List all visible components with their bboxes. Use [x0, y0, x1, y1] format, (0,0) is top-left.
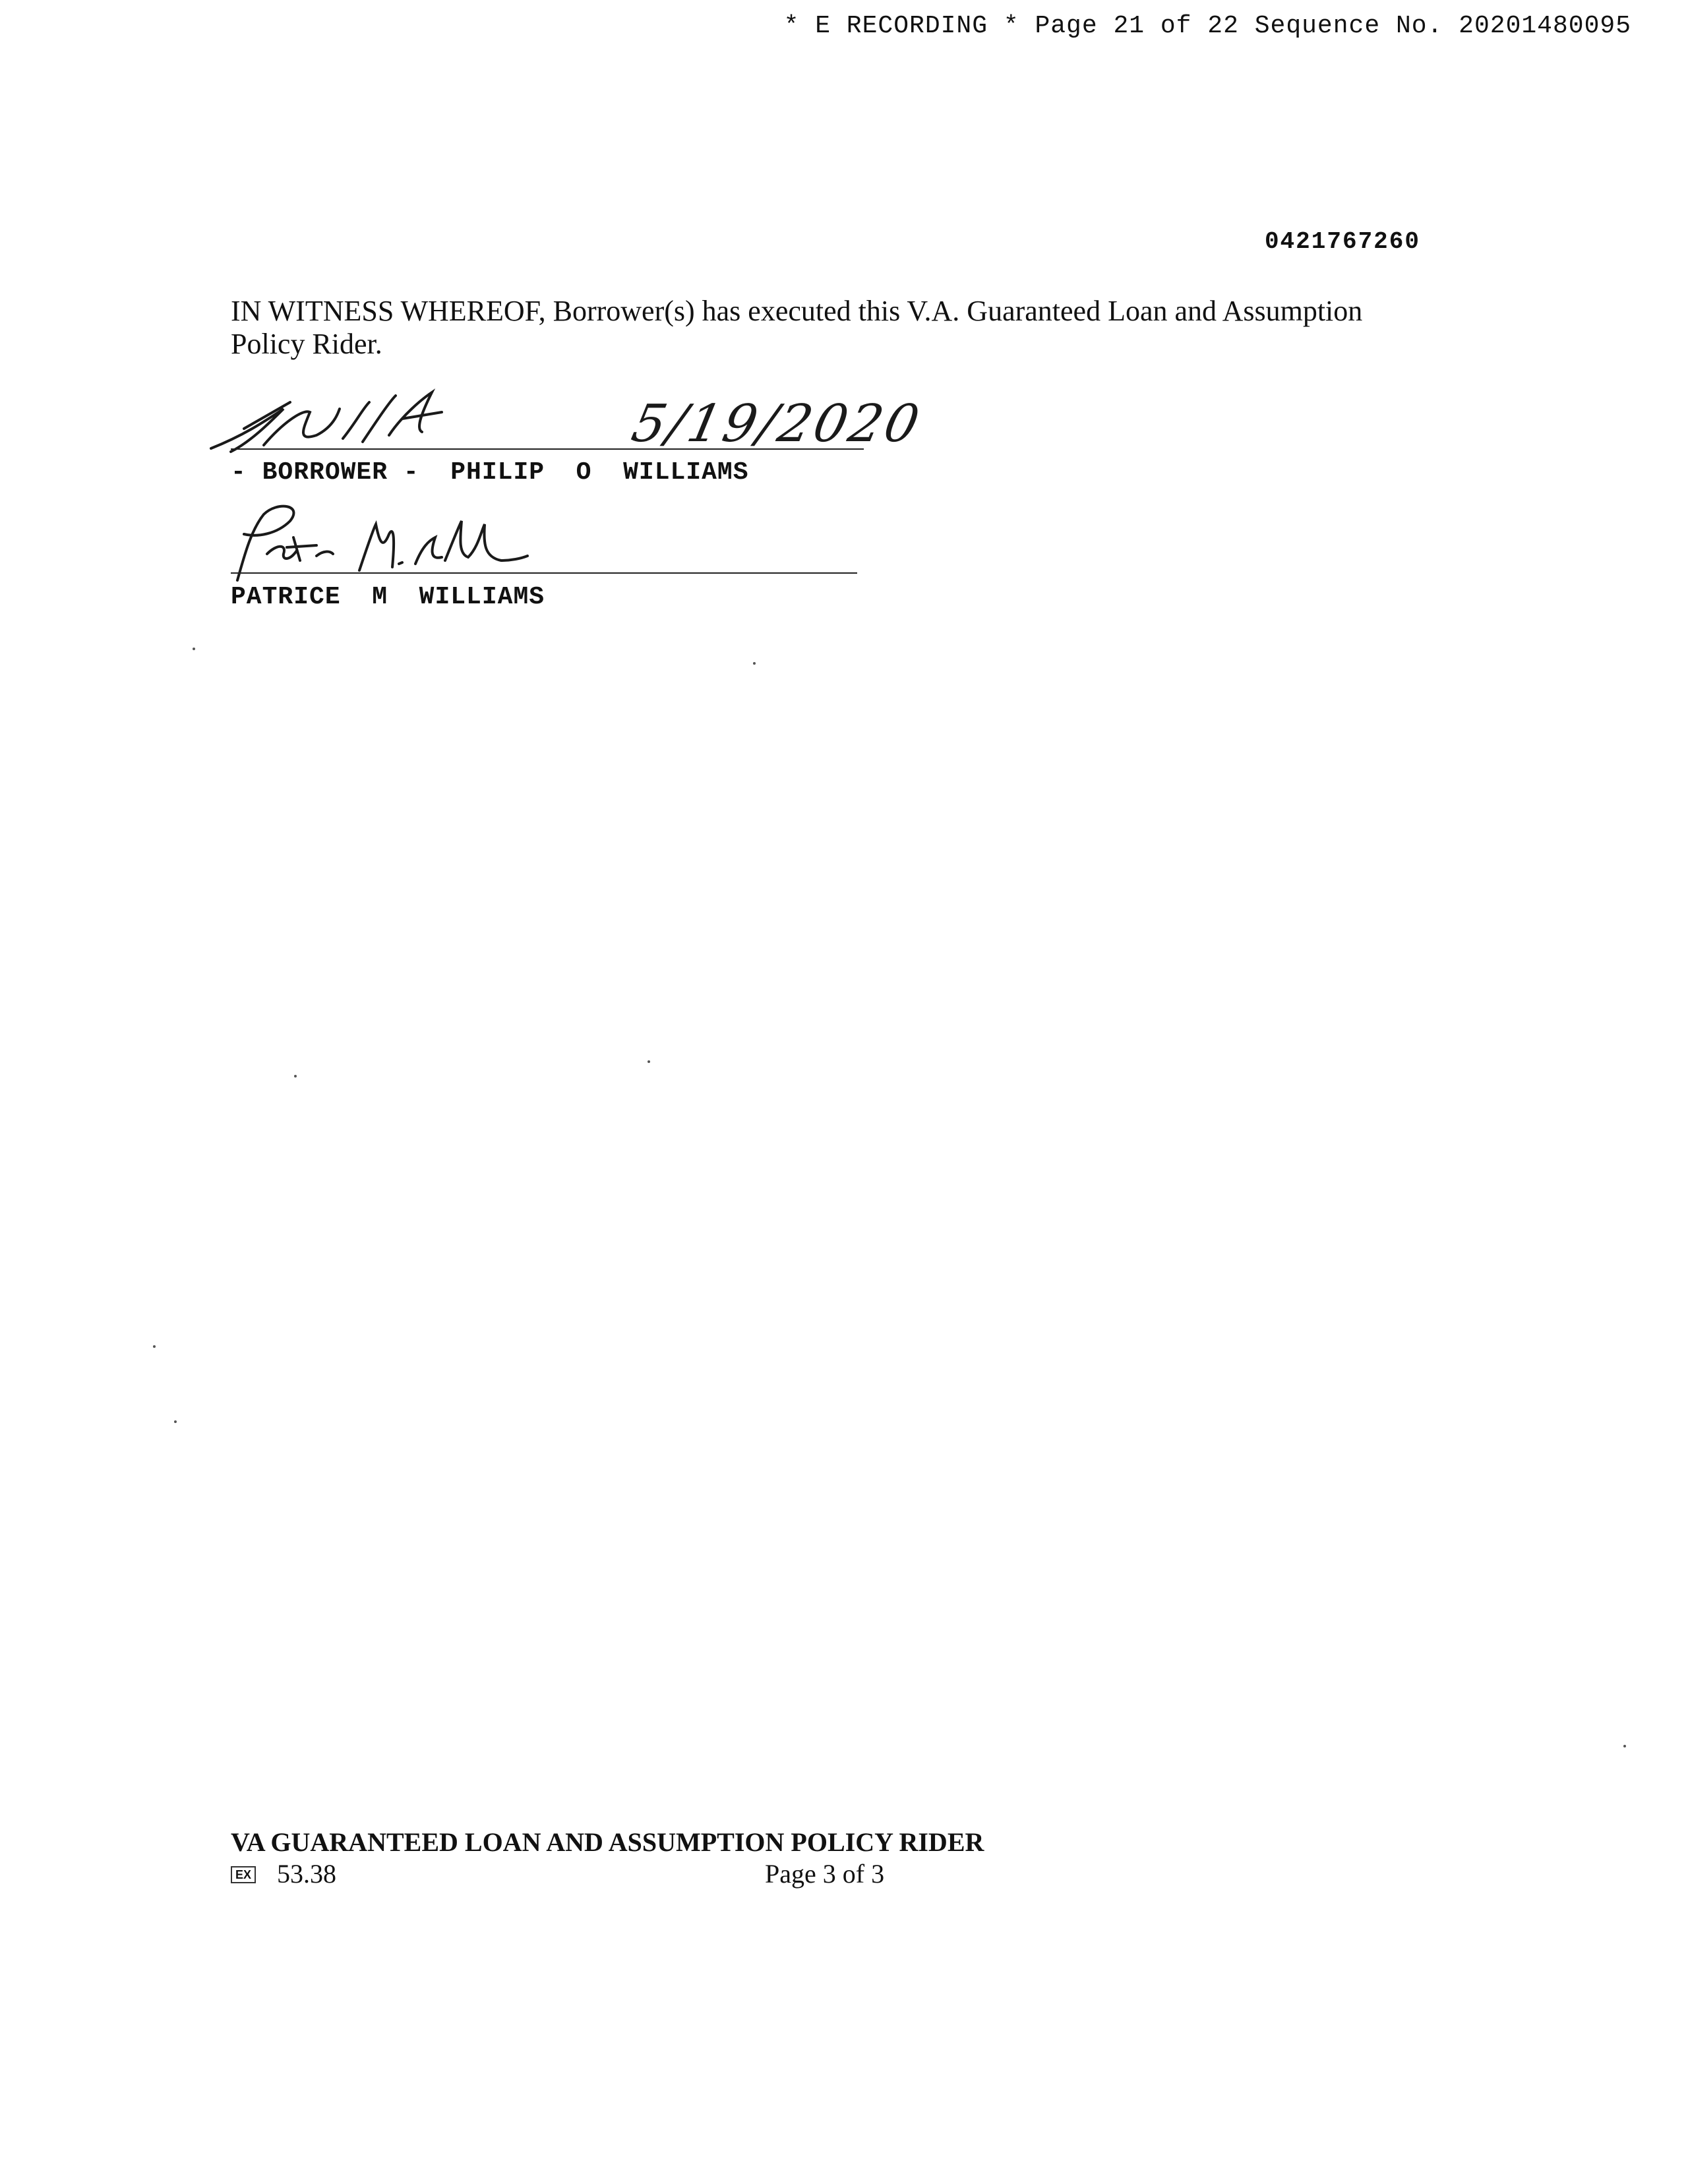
coborrower-signature-line — [231, 572, 857, 574]
witness-statement: IN WITNESS WHEREOF, Borrower(s) has executed this V.A. Guaranteed Loan and Assumption Policy Rider. — [231, 295, 1363, 360]
coborrower-signature-label: PATRICE M WILLIAMS — [231, 583, 545, 611]
coborrower-signature-image — [218, 498, 560, 584]
recording-header: * E RECORDING * Page 21 of 22 Sequence No. 20201480095 — [783, 12, 1631, 40]
borrower-signature-label: - BORROWER - PHILIP O WILLIAMS — [231, 458, 749, 487]
loan-number: 0421767260 — [1264, 228, 1420, 255]
footer-row — [231, 1858, 1022, 1891]
scan-speck — [153, 1345, 156, 1348]
form-code: 53.38 — [277, 1859, 336, 1889]
borrower-signature-image — [204, 382, 501, 462]
scan-speck — [648, 1060, 650, 1063]
scan-speck — [174, 1420, 177, 1423]
borrower-signature-line — [231, 448, 864, 450]
scan-speck — [294, 1075, 297, 1077]
footer-title: VA GUARANTEED LOAN AND ASSUMPTION POLICY RIDER — [231, 1827, 984, 1857]
scan-speck — [753, 662, 756, 665]
ex-form-icon: EX — [231, 1866, 256, 1883]
page-number: Page 3 of 3 — [765, 1859, 885, 1889]
borrower-signature-date: 5/19/2020 — [626, 394, 927, 454]
scan-speck — [1623, 1745, 1626, 1747]
scan-speck — [193, 648, 195, 650]
